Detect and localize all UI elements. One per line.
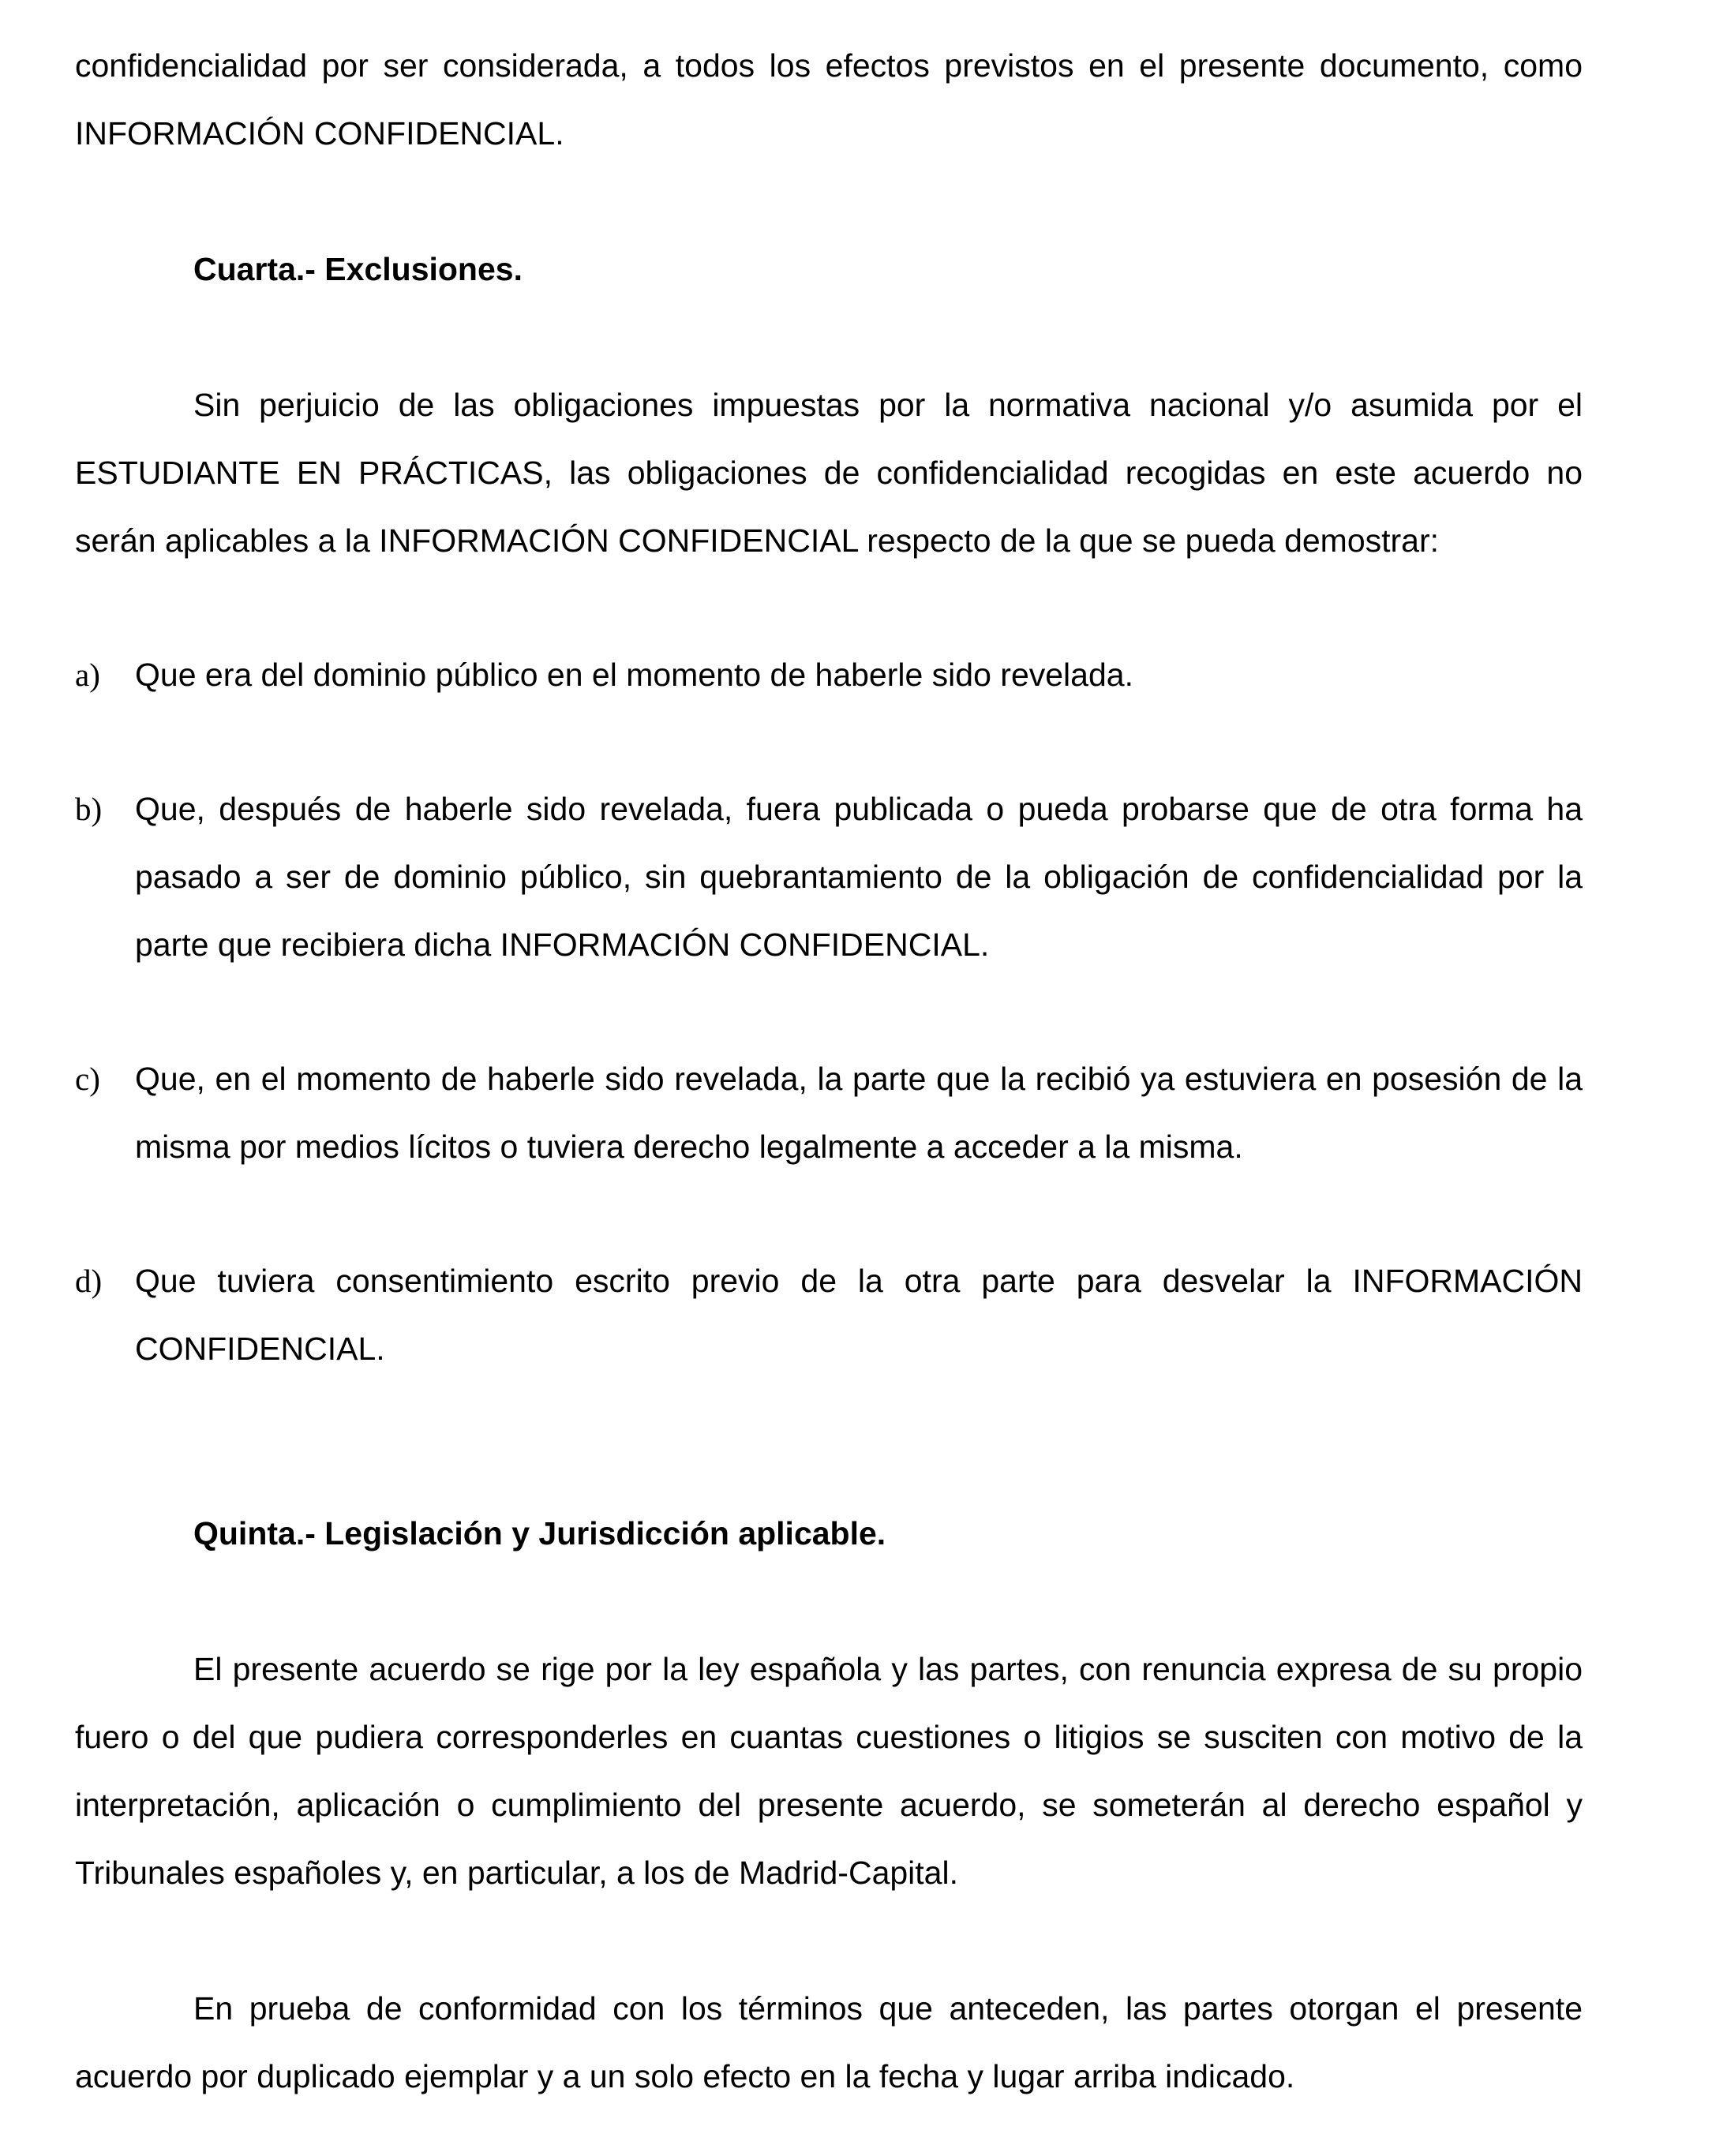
list-item-text: Que tuviera consentimiento escrito previo de la otra parte para desvelar la INFORMACIÓN CONFIDENCIAL. — [135, 1263, 1583, 1367]
spacer — [75, 1567, 1583, 1635]
section-cuarta-paragraph: Sin perjuicio de las obligaciones impuestas por la normativa nacional y/o asumida por el ESTUDIANTE EN PRÁCTICAS, las obligaciones de confidencialidad recogidas en este acuerdo no serán aplicables a la INFORMACIÓN CONFIDENCIAL respecto de la que se pueda demostrar: — [75, 387, 1583, 559]
list-marker: a) — [75, 657, 100, 693]
document-page — [75, 32, 1583, 2110]
spacer — [75, 575, 1583, 641]
spacer — [75, 709, 1583, 775]
section-quinta-paragraph: El presente acuerdo se rige por la ley española y las partes, con renuncia expresa de su propio fuero o del que pudiera corresponderles en cuantas cuestiones o litigios se susciten con motivo de la interpretación, aplicación o cumplimiento del presente acuerdo, se someterán al derecho español y Tribunales españoles y, en particular, a los de Madrid-Capital. — [75, 1651, 1583, 1891]
list-marker: c) — [75, 1061, 100, 1097]
spacer — [75, 979, 1583, 1045]
spacer — [75, 1907, 1583, 1974]
list-item-d — [75, 1247, 1583, 1383]
section-heading-cuarta: Cuarta.- Exclusiones. — [193, 251, 523, 287]
list-item-text: Que, después de haberle sido revelada, fuera publicada o pueda probarse que de otra forma ha pasado a ser de dominio público, sin quebrantamiento de la obligación de confidencialidad por la parte que recibiera dicha INFORMACIÓN CONFIDENCIAL. — [135, 791, 1583, 963]
spacer — [75, 1181, 1583, 1247]
intro-paragraph: confidencialidad por ser considerada, a todos los efectos previstos en el presente documento, como INFORMACIÓN CONFIDENCIAL. — [75, 47, 1583, 152]
closing-paragraph: En prueba de conformidad con los términos que anteceden, las partes otorgan el presente acuerdo por duplicado ejemplar y a un solo efecto en la fecha y lugar arriba indicado. — [75, 1990, 1583, 2094]
list-item-text: Que era del dominio público en el momento de haberle sido revelada. — [135, 657, 1133, 693]
spacer — [75, 167, 1583, 235]
list-marker: d) — [75, 1263, 103, 1299]
list-item-a — [75, 641, 1583, 709]
list-item-b — [75, 775, 1583, 979]
spacer — [75, 303, 1583, 371]
list-marker: b) — [75, 791, 103, 827]
list-item-text: Que, en el momento de haberle sido revelada, la parte que la recibió ya estuviera en posesión de la misma por medios lícitos o tuviera derecho legalmente a acceder a la misma. — [135, 1061, 1583, 1165]
spacer — [75, 1383, 1583, 1499]
section-heading-quinta: Quinta.- Legislación y Jurisdicción aplicable. — [193, 1515, 886, 1551]
list-item-c — [75, 1045, 1583, 1181]
